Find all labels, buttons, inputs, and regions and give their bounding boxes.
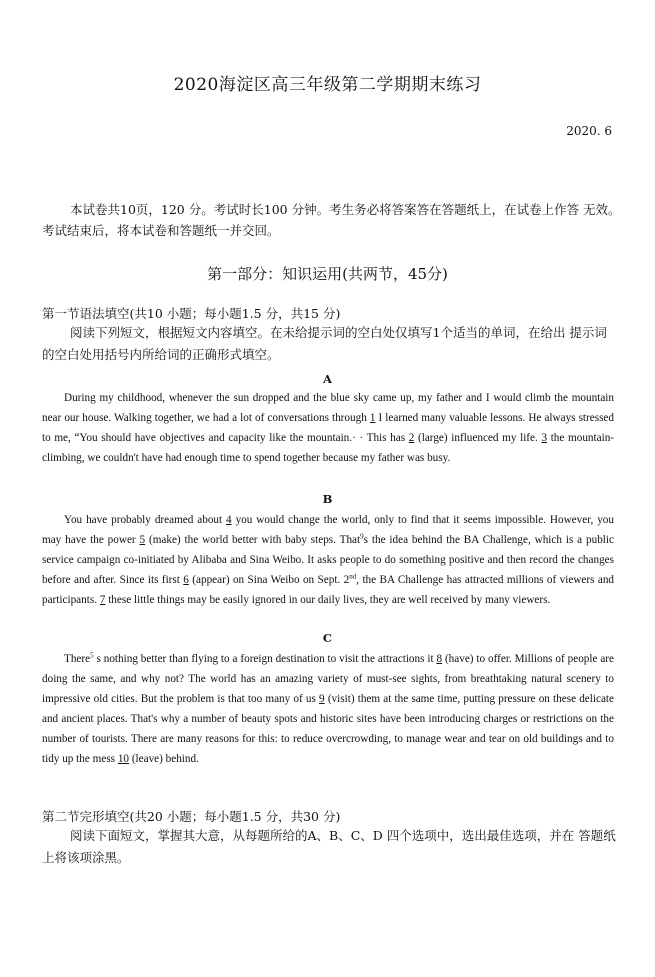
section-one-heading: 第一节语法填空(共10 小题；每小题1.5 分，共15 分) — [42, 306, 341, 321]
section-one-instruction-text: 阅读下列短文，根据短文内容填空。在未给提示词的空白处仅填写1个适当的单词，在给出 提示词的空白处用括号内所给词的正确形式填空。 — [42, 325, 607, 362]
passage-text: these little things may be easily ignored in our daily lives, they are well received by many viewers. — [105, 594, 551, 606]
blank-10: 10 — [117, 753, 130, 765]
passage-text: You have probably dreamed about — [64, 514, 227, 526]
passage-b-label: B — [322, 492, 333, 506]
passage-c-label: C — [322, 631, 333, 645]
passage-a-label: A — [323, 372, 332, 386]
passage-c — [42, 649, 614, 769]
passage-text: I learned many valuable lessons. He always stressed to me, “You should have objectives and capacity like the mountain.· · This has — [42, 412, 614, 444]
intro-text: 本试卷共10页，120 分。考试时长100 分钟。考生务必将答案答在答题纸上，在试卷上作答 无效。考试结束后，将本试卷和答题纸一并交回。 — [42, 202, 621, 238]
exam-date: 2020. 6 — [566, 124, 612, 138]
blank-3: 3 — [541, 432, 548, 444]
passage-text: the mountain-climbing, we couldn't have had enough time to spend together because my father was busy. — [42, 432, 615, 464]
blank-7: 7 — [99, 594, 106, 606]
blank-5: 5 — [139, 534, 146, 546]
passage-text: you would change the world, only to find that it seems impossible. However, you may have the power — [42, 514, 614, 546]
passage-text: (visit) them at the same time, putting pressure on these delicate and ancient places. That's why a number of beauty spots and historic sites have been introducing charges or restrictions on the number of tourists. There are many reasons for this: to reduce overcrowding, to manage wear and tear on old buildings and to tidy up the mess — [42, 693, 614, 765]
superscript: nd — [349, 572, 357, 581]
superscript: 5 — [90, 651, 94, 660]
blank-4: 4 — [226, 514, 232, 526]
blank-2: 2 — [408, 432, 415, 444]
passage-text: (appear) on Sina Weibo on Sept. 2 — [188, 574, 350, 586]
blank-1: 1 — [369, 412, 376, 424]
passage-text: s nothing better than flying to a foreign destination to visit the attractions it — [93, 653, 437, 665]
section-two-instruction — [42, 825, 617, 869]
part-one-title: 第一部分：知识运用(共两节，45分) — [207, 265, 448, 283]
passage-text: During my childhood, whenever the sun dropped and the blue sky came up, my father and I would climb the mountain near our house. Walking together, we had a lot of conversations through — [42, 392, 614, 424]
passage-b-text — [42, 510, 614, 610]
blank-8: 8 — [436, 653, 443, 665]
passage-text: (make) the world better with baby steps. That — [145, 534, 361, 546]
section-two-instruction-text: 阅读下面短文，掌握其大意，从每题所给的A、B、C、D 四个选项中，选出最佳选项，并在 答题纸上将该项涂黑。 — [42, 828, 616, 865]
section-one-instruction — [42, 322, 617, 366]
passage-text: (leave) behind. — [129, 753, 199, 765]
exam-instructions — [42, 199, 622, 241]
passage-text: , the BA Challenge has attracted millions of viewers and participants. — [42, 574, 615, 606]
passage-text: There — [64, 653, 91, 665]
blank-6: 6 — [183, 574, 189, 586]
section-two-heading: 第二节完形填空(共20 小题；每小题1.5 分，共30 分) — [42, 809, 341, 824]
superscript: 9 — [360, 532, 364, 541]
passage-text: (have) to offer. Millions of people are doing the same, and why not? The world has an amazing variety of must-see sights, from breathtaking natural scenery to impressive old cities. But the problem is that too many of us — [42, 653, 614, 705]
passage-a-text — [42, 388, 614, 468]
passage-a — [42, 388, 614, 468]
passage-text: (large) influenced my life. — [414, 432, 542, 444]
passage-b — [42, 510, 614, 610]
exam-title: 2020海淀区高三年级第二学期期末练习 — [173, 75, 482, 95]
passage-c-text — [42, 649, 614, 769]
passage-text: s the idea behind the BA Challenge, which is a public service campaign co-initiated by Alibaba and Sina Weibo. It asks people to do something positive and then record the changes before and after. Since its first — [42, 534, 614, 586]
blank-9: 9 — [319, 693, 325, 705]
